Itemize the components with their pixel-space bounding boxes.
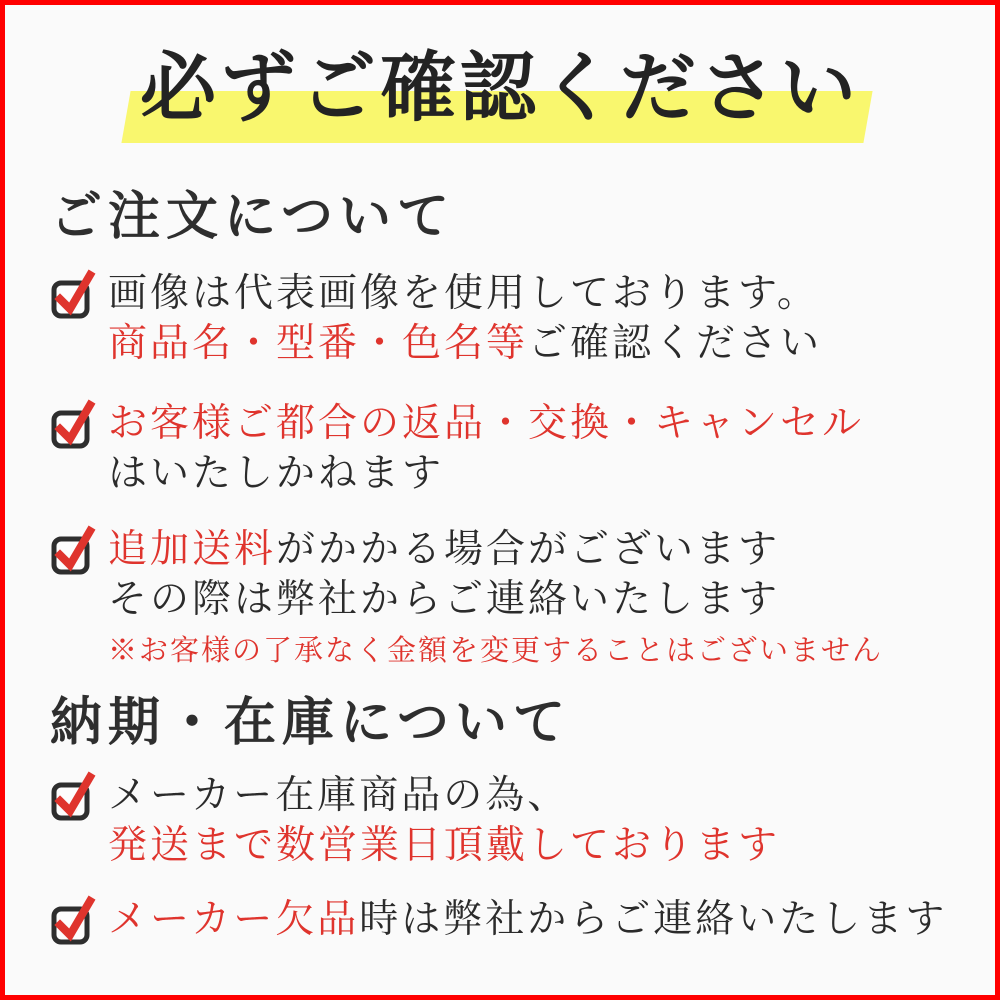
notice-line [108,895,947,945]
notice-item-lead-time [50,771,957,871]
notice-item-text [108,895,947,945]
checkbox-check-icon [50,895,96,947]
notice-text-black: 時は弊社からご連絡いたします [359,898,948,941]
notice-line [108,821,780,871]
notice-line [108,575,883,625]
notice-item-text [108,525,883,671]
notice-item-returns [50,399,957,499]
notice-text-black: ご確認ください [528,322,823,365]
notice-item-text [108,771,780,871]
notice-text-black: 画像は代表画像を使用しております。 [108,272,819,315]
notice-text-black: がかかる場合がございます [276,528,781,571]
checkbox-check-icon [50,399,96,451]
notice-text-black: その際は弊社からご連絡いたします [108,578,781,621]
notice-line [108,399,864,449]
notice-text-black: はいたしかねます [108,452,445,495]
notice-content [5,187,995,947]
notice-line [108,319,822,369]
checkbox-check-icon [50,269,96,321]
section-heading-stock: 納期・在庫について [50,695,571,752]
notice-item-text [108,399,864,499]
page-title-wrap [5,39,995,139]
notice-text-red: 商品名・型番・色名等 [108,322,529,365]
notice-text-red: 発送まで数営業日頂戴しております [108,824,781,867]
notice-item-representative-images [50,269,957,369]
notice-line [108,525,883,575]
notice-line [108,449,864,499]
notice-footnote: ※お客様の了承なく金額を変更することはございません [108,635,884,667]
notice-text-red: お客様ご都合の返品・交換・キャンセル [108,402,865,445]
notice-item-text [108,269,822,369]
notice-text-red: メーカー欠品 [108,898,360,941]
checkbox-check-icon [50,771,96,823]
section-heading-order: ご注文について [50,189,455,246]
page-title-text: 必ずご確認ください [140,47,860,131]
notice-text-red: 追加送料 [108,528,277,571]
notice-line [108,269,822,319]
notice-item-extra-shipping [50,525,957,671]
notice-text-black: メーカー在庫商品の為、 [108,774,570,817]
page-title [140,39,860,139]
notice-item-out-of-stock [50,895,957,947]
notice-line [108,771,780,821]
checkbox-check-icon [50,525,96,577]
